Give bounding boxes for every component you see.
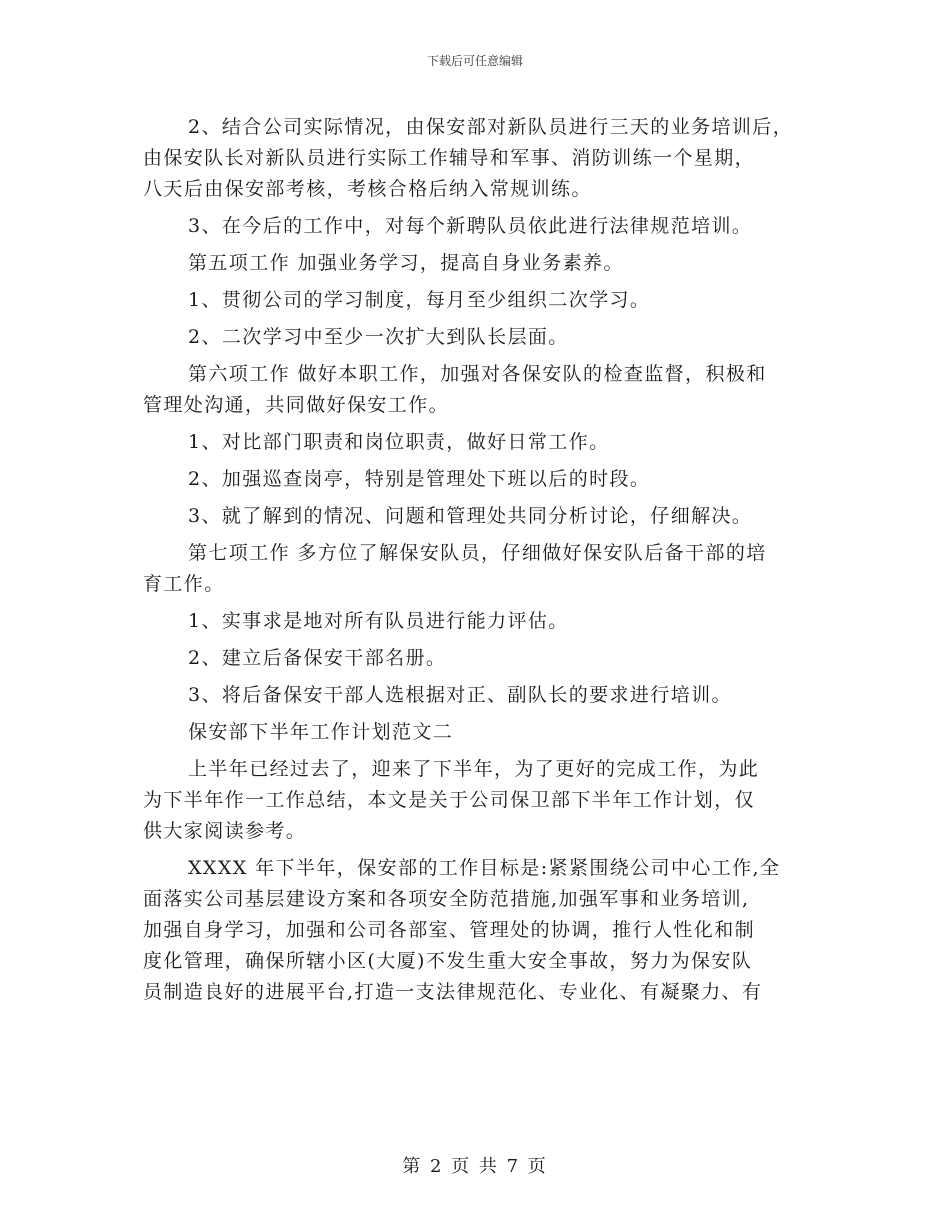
text-line: 加强自身学习，加强和公司各部室、管理处的协调，推行人性化和制	[143, 919, 756, 941]
text-line: 1、对比部门职责和岗位职责，做好日常工作。	[188, 431, 610, 453]
text-line: 2、结合公司实际情况，由保安部对新队员进行三天的业务培训后，	[188, 116, 794, 138]
text-line: 第七项工作 多方位了解保安队员，仔细做好保安队后备干部的培	[188, 542, 767, 564]
text-line: XXXX 年下半年，保安部的工作目标是:紧紧围绕公司中心工作,全	[188, 857, 781, 879]
text-line: 为下半年作一工作总结，本文是关于公司保卫部下半年工作计划，仅	[143, 789, 756, 811]
text-line: 1、贯彻公司的学习制度，每月至少组织二次学习。	[188, 289, 651, 311]
text-line: 3、就了解到的情况、问题和管理处共同分析讨论，仔细解决。	[188, 505, 753, 527]
section-heading	[143, 538, 811, 600]
paragraph	[143, 464, 811, 495]
paragraph	[143, 501, 811, 532]
text-line: 度化管理，确保所辖小区(大厦)不发生重大安全事故，努力为保安队	[143, 950, 753, 972]
paragraph	[143, 853, 811, 1008]
header-note: 下载后可任意编辑	[426, 54, 523, 68]
text-line: 1、实事求是地对所有队员进行能力评估。	[188, 610, 569, 632]
text-line: 员制造良好的进展平台,打造一支法律规范化、专业化、有凝聚力、有	[143, 981, 763, 1003]
text-line: 保安部下半年工作计划范文二	[188, 721, 454, 743]
paragraph	[143, 606, 811, 637]
text-line: 育工作。	[143, 573, 225, 595]
paragraph	[143, 322, 811, 353]
text-line: 第五项工作 加强业务学习，提高自身业务素养。	[188, 252, 624, 274]
text-line: 面落实公司基层建设方案和各项安全防范措施,加强军事和业务培训,	[143, 888, 750, 910]
paragraph	[143, 680, 811, 711]
text-line: 2、建立后备保安干部名册。	[188, 647, 447, 669]
document-body	[143, 112, 811, 1014]
section-heading	[143, 359, 811, 421]
text-line: 由保安队长对新队员进行实际工作辅导和军事、消防训练一个星期，	[143, 147, 756, 169]
text-line: 供大家阅读参考。	[143, 820, 307, 842]
text-line: 八天后由保安部考核，考核合格后纳入常规训练。	[143, 178, 592, 200]
paragraph	[143, 285, 811, 316]
text-line: 2、加强巡查岗亭，特别是管理处下班以后的时段。	[188, 468, 651, 490]
paragraph	[143, 754, 811, 847]
paragraph	[143, 112, 811, 205]
text-line: 2、二次学习中至少一次扩大到队长层面。	[188, 326, 569, 348]
page-number: 第 2 页 共 7 页	[402, 1156, 548, 1177]
article-title	[143, 717, 811, 748]
text-line: 上半年已经过去了，迎来了下半年，为了更好的完成工作，为此	[188, 758, 760, 780]
paragraph	[143, 427, 811, 458]
text-line: 第六项工作 做好本职工作，加强对各保安队的检查监督，积极和	[188, 363, 767, 385]
paragraph	[143, 643, 811, 674]
text-line: 3、将后备保安干部人选根据对正、副队长的要求进行培训。	[188, 684, 732, 706]
text-line: 管理处沟通，共同做好保安工作。	[143, 394, 450, 416]
text-line: 3、在今后的工作中，对每个新聘队员依此进行法律规范培训。	[188, 215, 753, 237]
paragraph	[143, 211, 811, 242]
section-heading	[143, 248, 811, 279]
